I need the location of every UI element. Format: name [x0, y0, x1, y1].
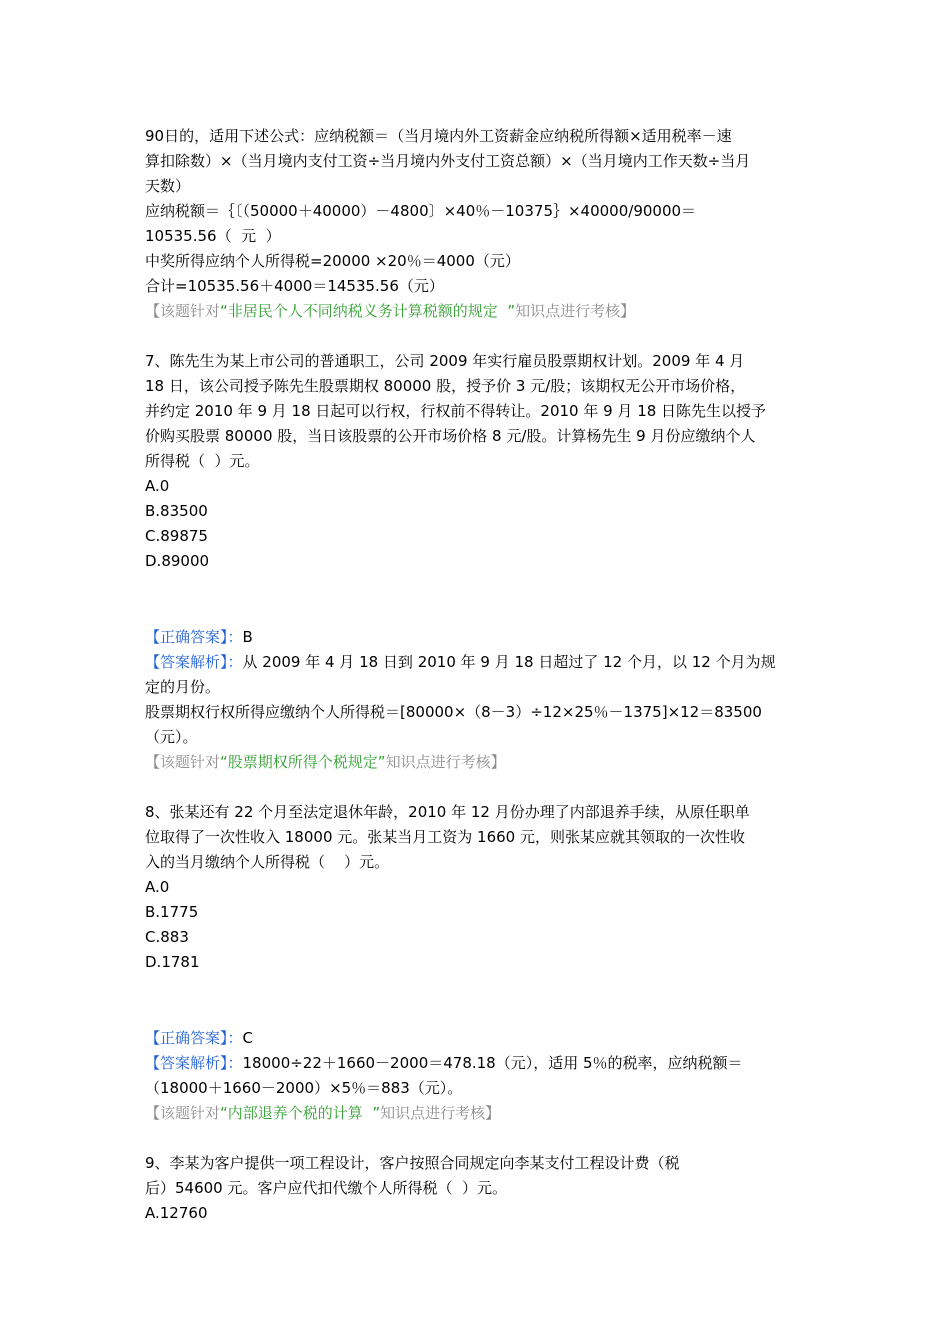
- answer-analysis: [145, 1051, 810, 1076]
- intro-line: 中奖所得应纳个人所得税=20000 ×20％＝4000（元）: [145, 252, 520, 270]
- analysis-text: 18000÷22＋1660－2000＝478.18（元），适用 5％的税率，应纳税额＝: [242, 1054, 743, 1072]
- answer-value: B: [242, 628, 253, 646]
- kp-prefix: 【该题针对: [145, 753, 221, 771]
- analysis-label: 【答案解析】：: [145, 653, 243, 671]
- intro-line: 10535.56（ 元 ）: [145, 227, 281, 245]
- question-line: 价购买股票 80000 股，当日该股票的公开市场价格 8 元/股。计算杨先生 9 月份应缴纳个人: [145, 427, 756, 445]
- kp-suffix: 知识点进行考核】: [380, 1104, 501, 1122]
- option-c: C.883: [145, 928, 189, 946]
- intro-block: [145, 124, 810, 324]
- knowledge-point-note: [145, 750, 810, 775]
- kp-prefix: 【该题针对: [145, 1104, 221, 1122]
- knowledge-point-note: [145, 299, 810, 324]
- analysis-line: （18000＋1660－2000）×5％＝883（元）。: [145, 1079, 463, 1097]
- option-c: C.89875: [145, 527, 208, 545]
- option-a: A.0: [145, 878, 170, 896]
- question-line: 9、李某为客户提供一项工程设计，客户按照合同规定向李某支付工程设计费（税: [145, 1154, 680, 1172]
- option-b: B.83500: [145, 502, 208, 520]
- intro-line: 合计=10535.56＋4000＝14535.56（元）: [145, 277, 444, 295]
- kp-topic: “内部退养个税的计算 ”: [220, 1104, 381, 1122]
- correct-answer: [145, 625, 810, 650]
- option-d: D.1781: [145, 953, 200, 971]
- option-a: A.12760: [145, 1204, 208, 1222]
- answer-analysis: [145, 650, 810, 675]
- option-d: D.89000: [145, 552, 210, 570]
- question-7: [145, 349, 810, 775]
- analysis-text: 从 2009 年 4 月 18 日到 2010 年 9 月 18 日超过了 12 个月，以 12 个月为规: [242, 653, 776, 671]
- question-line: 所得税（ ）元。: [145, 452, 260, 470]
- knowledge-point-note: [145, 1101, 810, 1126]
- option-b: B.1775: [145, 903, 199, 921]
- document-body: [145, 124, 810, 1226]
- question-line: 8、张某还有 22 个月至法定退休年龄，2010 年 12 月份办理了内部退养手续，从原任职单: [145, 803, 750, 821]
- intro-line: 算扣除数）×（当月境内支付工资÷当月境内外支付工资总额）×（当月境内工作天数÷当月: [145, 152, 751, 170]
- question-9: [145, 1151, 810, 1226]
- question-line: 7、陈先生为某上市公司的普通职工，公司 2009 年实行雇员股票期权计划。2009 年 4 月: [145, 352, 745, 370]
- question-line: 18 日，该公司授予陈先生股票期权 80000 股，授予价 3 元/股；该期权无公开市场价格，: [145, 377, 746, 395]
- kp-suffix: 知识点进行考核】: [385, 753, 506, 771]
- kp-prefix: 【该题针对: [145, 302, 221, 320]
- kp-topic: “股票期权所得个税规定”: [220, 753, 386, 771]
- question-line: 位取得了一次性收入 18000 元。张某当月工资为 1660 元，则张某应就其领取的一次性收: [145, 828, 745, 846]
- answer-value: C: [242, 1029, 253, 1047]
- analysis-line: （元）。: [145, 728, 198, 746]
- answer-label: 【正确答案】：: [145, 1029, 243, 1047]
- intro-line: 天数）: [145, 177, 191, 195]
- kp-suffix: 知识点进行考核】: [515, 302, 636, 320]
- correct-answer: [145, 1026, 810, 1051]
- question-line: 入的当月缴纳个人所得税（ ）元。: [145, 853, 390, 871]
- question-8: [145, 800, 810, 1126]
- analysis-label: 【答案解析】：: [145, 1054, 243, 1072]
- kp-topic: “非居民个人不同纳税义务计算税额的规定 ”: [220, 302, 516, 320]
- intro-line: 应纳税额＝｛〔（50000＋40000）－4800〕×40％－10375｝×40000/90000＝: [145, 202, 697, 220]
- question-line: 并约定 2010 年 9 月 18 日起可以行权，行权前不得转让。2010 年 9 月 18 日陈先生以授予: [145, 402, 767, 420]
- analysis-line: 股票期权行权所得应缴纳个人所得税＝[80000×（8－3）÷12×25％－1375]×12＝83500: [145, 703, 762, 721]
- option-a: A.0: [145, 477, 170, 495]
- intro-line: 90日的，适用下述公式：应纳税额＝（当月境内外工资薪金应纳税所得额×适用税率－速: [145, 127, 732, 145]
- analysis-line: 定的月份。: [145, 678, 221, 696]
- answer-label: 【正确答案】：: [145, 628, 243, 646]
- question-line: 后）54600 元。客户应代扣代缴个人所得税（ ）元。: [145, 1179, 508, 1197]
